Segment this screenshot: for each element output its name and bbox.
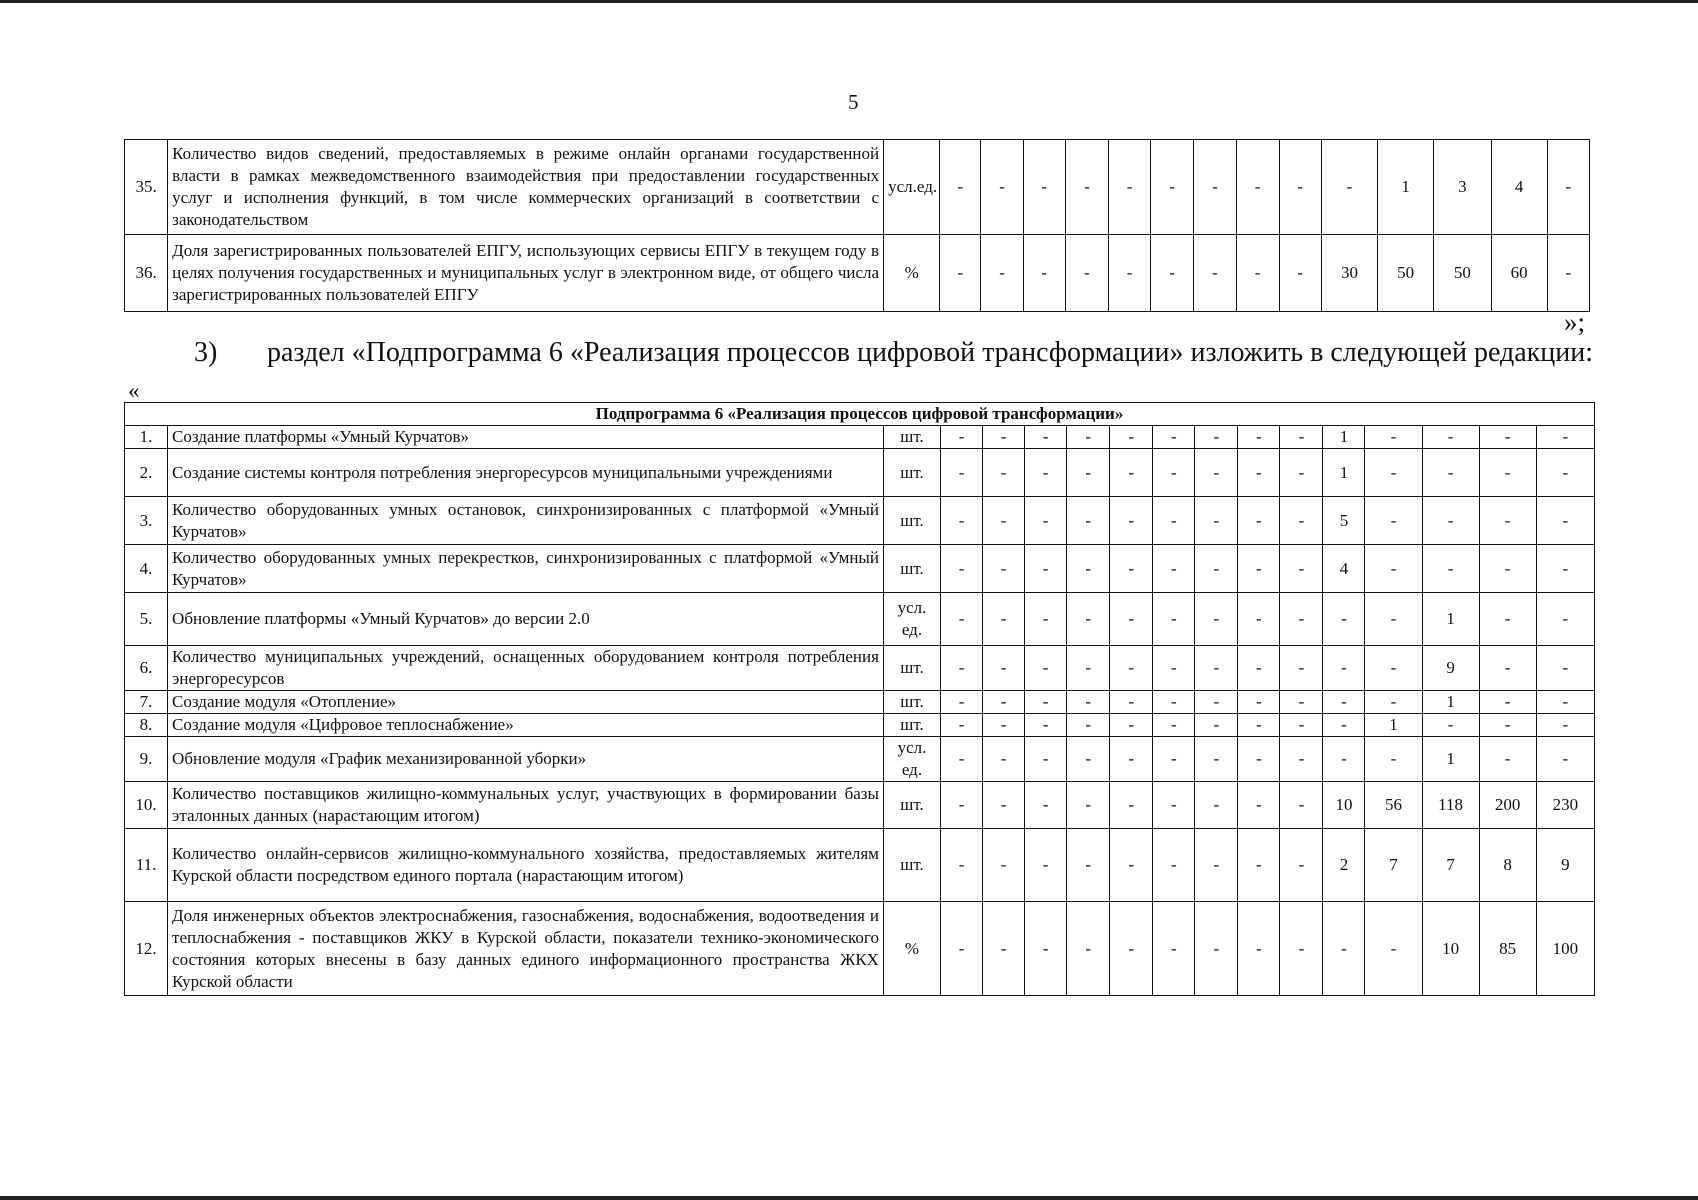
row-number: 1. <box>125 426 168 449</box>
value-cell: - <box>1025 691 1067 714</box>
value-cell: - <box>1195 829 1238 902</box>
row-number: 4. <box>125 545 168 593</box>
value-cell: - <box>1280 782 1323 829</box>
value-cell: - <box>1536 545 1594 593</box>
value-cell: - <box>1110 902 1153 996</box>
value-cell: - <box>1279 140 1321 235</box>
indicator-name: Доля зарегистрированных пользователей ЕПГУ, использующих сервисы ЕПГУ в текущем году в целях получения государственных и муниципальных услуг в электронном виде, от общего числа зарегистрированных пользователей ЕПГУ <box>168 235 884 312</box>
value-cell: - <box>1025 782 1067 829</box>
row-number: 7. <box>125 691 168 714</box>
value-cell: - <box>981 140 1023 235</box>
unit-of-measure: шт. <box>883 426 940 449</box>
value-cell: - <box>941 691 983 714</box>
value-cell: - <box>941 782 983 829</box>
value-cell: - <box>1067 691 1110 714</box>
value-cell: - <box>1422 426 1479 449</box>
value-cell: - <box>1153 449 1195 497</box>
unit-of-measure: % <box>883 902 940 996</box>
value-cell: - <box>1108 140 1150 235</box>
value-cell: - <box>1110 691 1153 714</box>
value-cell: 118 <box>1422 782 1479 829</box>
value-cell: - <box>1479 737 1536 782</box>
value-cell: - <box>1194 140 1236 235</box>
value-cell: 1 <box>1323 449 1365 497</box>
indicator-name: Количество онлайн-сервисов жилищно-коммунального хозяйства, предоставляемых жителям Курской области посредством единого портала (нарастающим итогом) <box>168 829 884 902</box>
value-cell: - <box>1238 593 1280 646</box>
value-cell: - <box>940 235 981 312</box>
value-cell: - <box>1067 782 1110 829</box>
value-cell: - <box>983 497 1025 545</box>
closing-quote: »; <box>1564 307 1586 337</box>
value-cell: - <box>1536 714 1594 737</box>
indicator-row <box>125 691 1595 714</box>
value-cell: - <box>1536 593 1594 646</box>
unit-of-measure: усл. ед. <box>883 737 940 782</box>
value-cell: - <box>1153 545 1195 593</box>
row-number: 36. <box>125 235 168 312</box>
indicator-row <box>125 782 1595 829</box>
value-cell: - <box>1025 545 1067 593</box>
value-cell: - <box>1025 902 1067 996</box>
value-cell: - <box>1280 691 1323 714</box>
value-cell: - <box>1238 646 1280 691</box>
value-cell: - <box>1110 426 1153 449</box>
value-cell: - <box>1110 714 1153 737</box>
value-cell: 1 <box>1323 426 1365 449</box>
value-cell: - <box>1067 902 1110 996</box>
value-cell: - <box>1110 497 1153 545</box>
value-cell: - <box>1279 235 1321 312</box>
value-cell: - <box>1195 737 1238 782</box>
value-cell: - <box>1195 426 1238 449</box>
value-cell: - <box>983 714 1025 737</box>
value-cell: - <box>983 426 1025 449</box>
value-cell: - <box>1238 497 1280 545</box>
value-cell: - <box>1422 545 1479 593</box>
value-cell: - <box>1479 646 1536 691</box>
value-cell: - <box>1108 235 1150 312</box>
value-cell: - <box>941 714 983 737</box>
scan-top-edge <box>0 0 1698 3</box>
value-cell: - <box>1153 497 1195 545</box>
value-cell: - <box>1110 449 1153 497</box>
value-cell: - <box>941 737 983 782</box>
value-cell: - <box>1536 646 1594 691</box>
value-cell: - <box>1067 829 1110 902</box>
value-cell: - <box>1195 593 1238 646</box>
value-cell: 100 <box>1536 902 1594 996</box>
value-cell: 7 <box>1422 829 1479 902</box>
value-cell: - <box>1280 714 1323 737</box>
indicator-name: Доля инженерных объектов электроснабжения, газоснабжения, водоснабжения, водоотведения и теплоснабжения - поставщиков ЖКУ в Курской области, показатели технико-экономического состояния которых внесены в базу данных единого информационного пространства ЖКХ Курской области <box>168 902 884 996</box>
indicator-name: Количество муниципальных учреждений, оснащенных оборудованием контроля потребления энергоресурсов <box>168 646 884 691</box>
indicator-name: Количество оборудованных умных перекрестков, синхронизированных с платформой «Умный Курчатов» <box>168 545 884 593</box>
indicator-name: Количество оборудованных умных остановок, синхронизированных с платформой «Умный Курчатов» <box>168 497 884 545</box>
subprogram-6-table <box>124 402 1595 996</box>
value-cell: - <box>1422 714 1479 737</box>
value-cell: 60 <box>1491 235 1547 312</box>
value-cell: 5 <box>1323 497 1365 545</box>
value-cell: 2 <box>1323 829 1365 902</box>
indicator-row <box>125 235 1590 312</box>
unit-of-measure: шт. <box>883 691 940 714</box>
value-cell: - <box>983 691 1025 714</box>
value-cell: - <box>1536 426 1594 449</box>
unit-of-measure: шт. <box>883 714 940 737</box>
row-number: 10. <box>125 782 168 829</box>
top-table-body <box>125 140 1590 312</box>
indicator-name: Создание системы контроля потребления энергоресурсов муниципальными учреждениями <box>168 449 884 497</box>
value-cell: - <box>1236 140 1279 235</box>
value-cell: - <box>1536 497 1594 545</box>
row-number: 5. <box>125 593 168 646</box>
value-cell: - <box>1067 593 1110 646</box>
value-cell: - <box>1280 449 1323 497</box>
unit-of-measure: шт. <box>883 829 940 902</box>
indicator-name: Создание платформы «Умный Курчатов» <box>168 426 884 449</box>
value-cell: - <box>1151 140 1194 235</box>
opening-quote: « <box>128 378 140 403</box>
unit-of-measure: шт. <box>883 782 940 829</box>
value-cell: - <box>1195 782 1238 829</box>
value-cell: - <box>1195 497 1238 545</box>
value-cell: - <box>1547 235 1589 312</box>
value-cell: - <box>941 426 983 449</box>
value-cell: - <box>983 646 1025 691</box>
value-cell: - <box>1323 646 1365 691</box>
value-cell: - <box>1110 782 1153 829</box>
unit-of-measure: шт. <box>883 646 940 691</box>
indicator-name: Создание модуля «Отопление» <box>168 691 884 714</box>
value-cell: - <box>1110 737 1153 782</box>
unit-of-measure: % <box>884 235 940 312</box>
value-cell: - <box>941 646 983 691</box>
value-cell: - <box>1067 449 1110 497</box>
value-cell: - <box>1153 737 1195 782</box>
unit-of-measure: шт. <box>883 497 940 545</box>
value-cell: - <box>1280 545 1323 593</box>
value-cell: 9 <box>1422 646 1479 691</box>
value-cell: - <box>1110 829 1153 902</box>
value-cell: - <box>1195 902 1238 996</box>
value-cell: - <box>1110 646 1153 691</box>
value-cell: - <box>1023 235 1065 312</box>
value-cell: - <box>1365 449 1422 497</box>
value-cell: 8 <box>1479 829 1536 902</box>
value-cell: - <box>1238 545 1280 593</box>
value-cell: - <box>1323 593 1365 646</box>
value-cell: - <box>941 497 983 545</box>
value-cell: - <box>1153 646 1195 691</box>
value-cell: 50 <box>1378 235 1434 312</box>
value-cell: 30 <box>1321 235 1377 312</box>
value-cell: - <box>1195 449 1238 497</box>
value-cell: - <box>1153 593 1195 646</box>
value-cell: - <box>1195 545 1238 593</box>
row-number: 6. <box>125 646 168 691</box>
unit-of-measure: шт. <box>883 449 940 497</box>
subprogram-title-row <box>125 403 1595 426</box>
row-number: 2. <box>125 449 168 497</box>
value-cell: - <box>941 829 983 902</box>
unit-of-measure: шт. <box>883 545 940 593</box>
value-cell: - <box>983 449 1025 497</box>
indicator-name: Создание модуля «Цифровое теплоснабжение» <box>168 714 884 737</box>
value-cell: - <box>1365 737 1422 782</box>
value-cell: - <box>1153 782 1195 829</box>
value-cell: - <box>1065 235 1108 312</box>
instruction-number: 3) <box>194 337 218 368</box>
value-cell: - <box>1422 449 1479 497</box>
value-cell: - <box>1023 140 1065 235</box>
value-cell: - <box>1238 449 1280 497</box>
value-cell: - <box>1025 714 1067 737</box>
row-number: 3. <box>125 497 168 545</box>
value-cell: - <box>983 545 1025 593</box>
value-cell: 10 <box>1422 902 1479 996</box>
row-number: 8. <box>125 714 168 737</box>
value-cell: - <box>1067 545 1110 593</box>
value-cell: 56 <box>1365 782 1422 829</box>
value-cell: - <box>1025 426 1067 449</box>
value-cell: - <box>1067 426 1110 449</box>
value-cell: - <box>1479 426 1536 449</box>
value-cell: - <box>1280 829 1323 902</box>
row-number: 12. <box>125 902 168 996</box>
value-cell: - <box>1547 140 1589 235</box>
value-cell: - <box>1151 235 1194 312</box>
value-cell: 10 <box>1323 782 1365 829</box>
value-cell: - <box>1153 714 1195 737</box>
indicator-name: Количество видов сведений, предоставляемых в режиме онлайн органами государственной власти в рамках межведомственного взаимодействия при предоставлении государственных услуг и исполнения функций, в том числе коммерческих организаций в соответствии с законодательством <box>168 140 884 235</box>
indicator-row <box>125 902 1595 996</box>
value-cell: - <box>1236 235 1279 312</box>
value-cell: 1 <box>1422 737 1479 782</box>
subprogram-title: Подпрограмма 6 «Реализация процессов цифровой трансформации» <box>125 403 1595 426</box>
value-cell: - <box>1025 593 1067 646</box>
value-cell: - <box>1110 593 1153 646</box>
value-cell: - <box>1194 235 1236 312</box>
value-cell: 7 <box>1365 829 1422 902</box>
indicator-row <box>125 426 1595 449</box>
value-cell: - <box>1195 691 1238 714</box>
value-cell: - <box>1195 646 1238 691</box>
value-cell: - <box>1238 829 1280 902</box>
value-cell: - <box>1195 714 1238 737</box>
indicator-row <box>125 545 1595 593</box>
value-cell: - <box>1238 691 1280 714</box>
indicator-name: Обновление модуля «График механизированной уборки» <box>168 737 884 782</box>
value-cell: - <box>981 235 1023 312</box>
value-cell: - <box>941 545 983 593</box>
value-cell: - <box>1323 691 1365 714</box>
value-cell: - <box>1536 737 1594 782</box>
value-cell: - <box>941 593 983 646</box>
indicator-row <box>125 714 1595 737</box>
value-cell: - <box>1238 426 1280 449</box>
value-cell: - <box>1110 545 1153 593</box>
value-cell: - <box>1025 829 1067 902</box>
value-cell: - <box>1280 593 1323 646</box>
value-cell: 85 <box>1479 902 1536 996</box>
value-cell: - <box>1365 902 1422 996</box>
value-cell: - <box>941 902 983 996</box>
indicator-row <box>125 449 1595 497</box>
value-cell: - <box>1365 646 1422 691</box>
value-cell: - <box>1323 737 1365 782</box>
value-cell: 200 <box>1479 782 1536 829</box>
value-cell: - <box>1067 646 1110 691</box>
indicator-row <box>125 829 1595 902</box>
indicator-row <box>125 140 1590 235</box>
value-cell: - <box>1365 497 1422 545</box>
value-cell: 4 <box>1323 545 1365 593</box>
indicators-table-continued <box>124 139 1590 312</box>
value-cell: 4 <box>1491 140 1547 235</box>
value-cell: - <box>1479 593 1536 646</box>
value-cell: - <box>1280 426 1323 449</box>
value-cell: - <box>1479 545 1536 593</box>
value-cell: - <box>1153 829 1195 902</box>
value-cell: 1 <box>1422 691 1479 714</box>
bottom-table-body <box>125 403 1595 996</box>
value-cell: - <box>940 140 981 235</box>
value-cell: 50 <box>1434 235 1491 312</box>
value-cell: - <box>1238 782 1280 829</box>
value-cell: - <box>1153 426 1195 449</box>
indicator-row <box>125 646 1595 691</box>
value-cell: - <box>1365 593 1422 646</box>
value-cell: - <box>1479 714 1536 737</box>
value-cell: - <box>1321 140 1377 235</box>
indicator-row <box>125 593 1595 646</box>
value-cell: - <box>1365 426 1422 449</box>
value-cell: - <box>1067 714 1110 737</box>
value-cell: - <box>1422 497 1479 545</box>
value-cell: 1 <box>1422 593 1479 646</box>
value-cell: - <box>1025 449 1067 497</box>
value-cell: 1 <box>1378 140 1434 235</box>
value-cell: - <box>983 902 1025 996</box>
row-number: 35. <box>125 140 168 235</box>
indicator-row <box>125 497 1595 545</box>
value-cell: - <box>1153 902 1195 996</box>
indicator-name: Количество поставщиков жилищно-коммунальных услуг, участвующих в формировании базы эталонных данных (нарастающим итогом) <box>168 782 884 829</box>
value-cell: - <box>1280 497 1323 545</box>
unit-of-measure: усл.ед. <box>884 140 940 235</box>
value-cell: - <box>983 593 1025 646</box>
instruction-text: раздел «Подпрограмма 6 «Реализация процессов цифровой трансформации» изложить в следующей редакции: <box>267 337 1594 368</box>
value-cell: - <box>1365 691 1422 714</box>
value-cell: - <box>1067 497 1110 545</box>
value-cell: - <box>1323 902 1365 996</box>
value-cell: - <box>941 449 983 497</box>
row-number: 11. <box>125 829 168 902</box>
unit-of-measure: усл. ед. <box>883 593 940 646</box>
value-cell: - <box>1238 902 1280 996</box>
value-cell: - <box>983 737 1025 782</box>
value-cell: - <box>1536 449 1594 497</box>
value-cell: 3 <box>1434 140 1491 235</box>
value-cell: - <box>1025 646 1067 691</box>
value-cell: - <box>1536 691 1594 714</box>
value-cell: 230 <box>1536 782 1594 829</box>
row-number: 9. <box>125 737 168 782</box>
value-cell: - <box>983 829 1025 902</box>
value-cell: - <box>1479 449 1536 497</box>
value-cell: 9 <box>1536 829 1594 902</box>
value-cell: - <box>1280 646 1323 691</box>
value-cell: - <box>1238 737 1280 782</box>
value-cell: - <box>1323 714 1365 737</box>
value-cell: - <box>1280 902 1323 996</box>
value-cell: - <box>1365 545 1422 593</box>
indicator-row <box>125 737 1595 782</box>
value-cell: - <box>1479 691 1536 714</box>
value-cell: - <box>1153 691 1195 714</box>
value-cell: - <box>1025 737 1067 782</box>
value-cell: - <box>1280 737 1323 782</box>
indicator-name: Обновление платформы «Умный Курчатов» до версии 2.0 <box>168 593 884 646</box>
value-cell: - <box>1067 737 1110 782</box>
page-number: 5 <box>848 90 859 114</box>
value-cell: - <box>1238 714 1280 737</box>
scan-bottom-edge <box>0 1196 1698 1200</box>
value-cell: - <box>1025 497 1067 545</box>
value-cell: - <box>1479 497 1536 545</box>
value-cell: - <box>983 782 1025 829</box>
value-cell: 1 <box>1365 714 1422 737</box>
value-cell: - <box>1065 140 1108 235</box>
